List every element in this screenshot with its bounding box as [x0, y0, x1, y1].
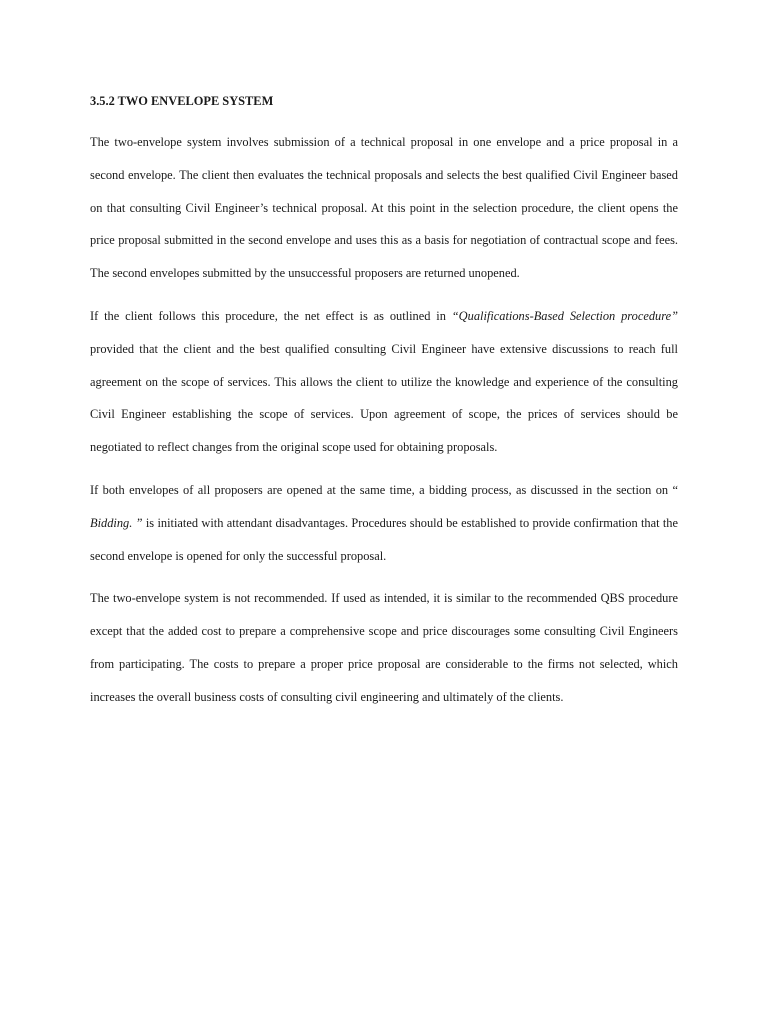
paragraph-4: The two-envelope system is not recommended. If used as intended, it is similar to the recommended QBS procedure except that the added cost to prepare a comprehensive scope and price discourages some consulting Civil Engineers from participating. The costs to prepare a proper price proposal are considerable to the firms not selected, which increases the overall business costs of consulting civil engineering and ultimately of the clients.: [90, 591, 678, 704]
paragraph-2-text-after: provided that the client and the best qualified consulting Civil Engineer have extensive discussions to reach full agreement on the scope of services. This allows the client to utilize the knowledge and experience of the consulting Civil Engineer establishing the scope of services. Upon agreement of scope, the prices of services should be negotiated to reflect changes from the original scope used for obtaining proposals.: [90, 341, 678, 455]
document-body: [90, 90, 678, 724]
paragraph-3-text-after: is initiated with attendant disadvantages. Procedures should be established to provide confirmation that the second envelope is opened for only the successful proposal.: [90, 515, 678, 563]
paragraph-3-text-before: If both envelopes of all proposers are opened at the same time, a bidding process, as discussed in the section on “: [90, 482, 678, 497]
paragraph-2-text-before: If the client follows this procedure, the net effect is as outlined in: [90, 308, 452, 323]
paragraph-2: [90, 300, 678, 464]
section-heading: 3.5.2 TWO ENVELOPE SYSTEM: [90, 94, 274, 108]
bidding-reference: Bidding. ”: [90, 515, 143, 530]
paragraph-1: The two-envelope system involves submission of a technical proposal in one envelope and a price proposal in a second envelope. The client then evaluates the technical proposals and selects the best qualified Civil Engineer based on that consulting Civil Engineer’s technical proposal. At this point in the selection procedure, the client opens the price proposal submitted in the second envelope and uses this as a basis for negotiation of contractual scope and fees. The second envelopes submitted by the unsuccessful proposers are returned unopened.: [90, 135, 678, 281]
qbs-reference: “Qualifications-Based Selection procedure”: [451, 308, 678, 323]
paragraph-3: [90, 474, 678, 572]
